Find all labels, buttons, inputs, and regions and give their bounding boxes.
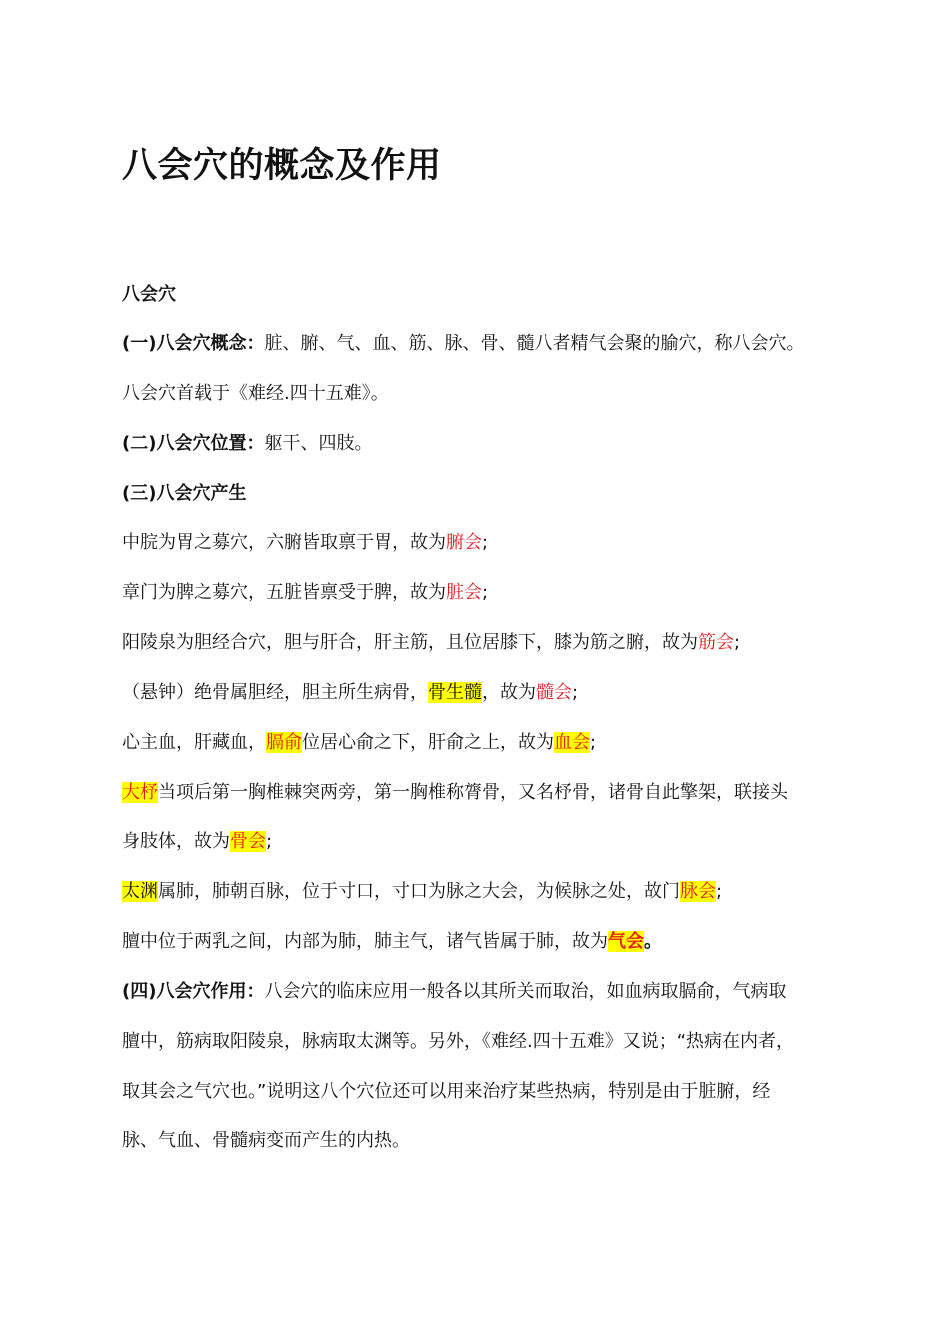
function-paragraph-line: 膻中，筋病取阳陵泉，脉病取太渊等。另外，《难经.四十五难》又说；“热病在内者， xyxy=(122,1031,795,1052)
origin-paragraph: 八会穴首载于《难经.四十五难》。 xyxy=(122,383,389,404)
list-item-text: 章门为脾之募穴，五脏皆禀受于脾，故为 xyxy=(122,582,446,603)
punctuation: ; xyxy=(572,682,579,703)
function-paragraph xyxy=(122,979,786,1005)
origin-heading: (三)八会穴产生 xyxy=(122,483,247,504)
highlighted-term: 膈俞 xyxy=(266,732,302,753)
function-paragraph-line: 脉、气血、骨髓病变而产生的内热。 xyxy=(122,1130,410,1151)
concept-text: 脏、腑、气、血、筋、脉、骨、髓八者精气会聚的腧穴，称八会穴。 xyxy=(264,333,805,354)
highlighted-term: 太渊 xyxy=(122,881,158,902)
list-item xyxy=(122,630,740,656)
key-term: 髓会 xyxy=(536,682,572,703)
list-item-text: 中脘为胃之募穴，六腑皆取禀于胃，故为 xyxy=(122,532,446,553)
list-item xyxy=(122,580,488,606)
punctuation: 。 xyxy=(644,931,662,952)
function-text: 八会穴的临床应用一般各以其所关而取治，如血病取膈俞，气病取 xyxy=(264,981,787,1002)
key-term: 血会 xyxy=(554,732,590,753)
key-term: 气会 xyxy=(608,931,644,952)
list-item-continued xyxy=(122,829,272,855)
list-item xyxy=(122,680,578,706)
punctuation: ; xyxy=(482,532,489,553)
location-paragraph xyxy=(122,431,372,457)
function-label: (四)八会穴作用： xyxy=(122,981,265,1002)
list-item-text: 位居心俞之下，肝俞之上，故为 xyxy=(302,732,554,753)
list-item-text: （悬钟）绝骨属胆经，胆主所生病骨， xyxy=(122,682,428,703)
section-heading: 八会穴 xyxy=(122,284,176,305)
punctuation: ; xyxy=(734,632,741,653)
page-title: 八会穴的概念及作用 xyxy=(122,146,442,186)
list-item-text: ，故为 xyxy=(482,682,536,703)
list-item-text: 心主血，肝藏血， xyxy=(122,732,266,753)
list-item-text: 当项后第一胸椎棘突两旁，第一胸椎称膂骨，又名杼骨，诸骨自此擎架，联接头 xyxy=(158,782,788,803)
list-item xyxy=(122,780,788,806)
key-term: 脏会 xyxy=(446,582,482,603)
highlighted-term: 骨生髓 xyxy=(428,682,482,703)
list-item xyxy=(122,730,596,756)
punctuation: ; xyxy=(590,732,597,753)
punctuation: ; xyxy=(266,831,273,852)
list-item-text: 身肢体，故为 xyxy=(122,831,230,852)
key-term: 骨会 xyxy=(230,831,266,852)
function-paragraph-line: 取其会之气穴也。”说明这八个穴位还可以用来治疗某些热病，特别是由于脏腑，经 xyxy=(122,1081,771,1102)
key-term: 筋会 xyxy=(698,632,734,653)
location-text: 躯干、四肢。 xyxy=(264,433,373,454)
key-term: 腑会 xyxy=(446,532,482,553)
list-item-text: 属肺，肺朝百脉，位于寸口，寸口为脉之大会，为候脉之处，故门 xyxy=(158,881,680,902)
list-item-text: 阳陵泉为胆经合穴，胆与肝合，肝主筋，且位居膝下，膝为筋之腑，故为 xyxy=(122,632,698,653)
punctuation: ; xyxy=(716,881,723,902)
concept-label: (一)八会穴概念： xyxy=(122,333,265,354)
list-item-text: 膻中位于两乳之间，内部为肺，肺主气，诸气皆属于肺，故为 xyxy=(122,931,608,952)
list-item xyxy=(122,929,662,955)
key-term: 脉会 xyxy=(680,881,716,902)
punctuation: ; xyxy=(482,582,489,603)
list-item xyxy=(122,879,722,905)
location-label: (二)八会穴位置： xyxy=(122,433,265,454)
concept-paragraph xyxy=(122,331,804,357)
highlighted-term: 大杼 xyxy=(122,782,158,803)
list-item xyxy=(122,530,488,556)
